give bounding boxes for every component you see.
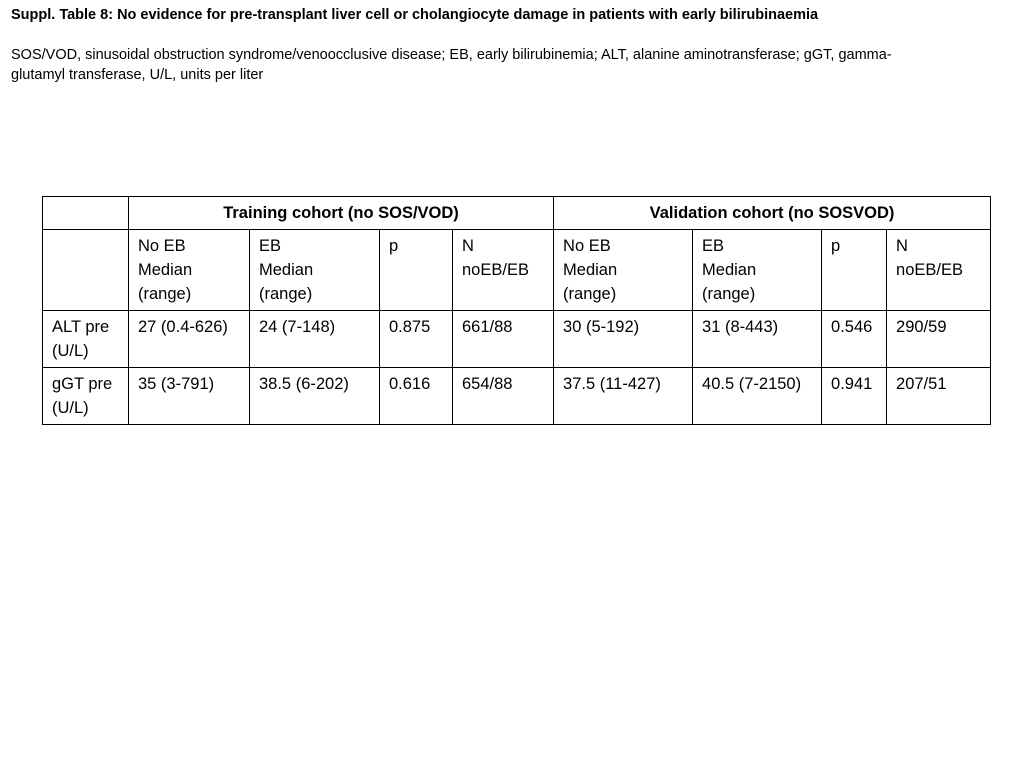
row-label-line: (U/L)	[52, 399, 89, 417]
table-cell: 290/59	[887, 311, 991, 368]
header-line: N	[896, 237, 908, 255]
subheader-row	[43, 230, 991, 311]
table-cell: 207/51	[887, 368, 991, 425]
header-line: (range)	[138, 285, 192, 303]
validation-p-header	[822, 230, 887, 311]
abbreviations-caption	[11, 45, 1011, 85]
group-header-row	[43, 197, 991, 230]
row-label-ggt	[43, 368, 129, 425]
header-line: Median	[702, 261, 757, 279]
table-cell: 0.875	[380, 311, 453, 368]
results-table	[42, 196, 991, 425]
validation-cohort-header: Validation cohort (no SOSVOD)	[554, 197, 991, 230]
table-cell: 0.941	[822, 368, 887, 425]
validation-noeb-median-header	[554, 230, 693, 311]
table-cell: 27 (0.4-626)	[129, 311, 250, 368]
header-line: (range)	[563, 285, 617, 303]
training-eb-median-header	[250, 230, 380, 311]
validation-n-header	[887, 230, 991, 311]
table-cell: 24 (7-148)	[250, 311, 380, 368]
table-row	[43, 311, 991, 368]
header-line: Median	[138, 261, 193, 279]
table-cell: 37.5 (11-427)	[554, 368, 693, 425]
header-line: (range)	[259, 285, 313, 303]
row-label-alt	[43, 311, 129, 368]
validation-eb-median-header	[693, 230, 822, 311]
caption-line: SOS/VOD, sinusoidal obstruction syndrome/venoocclusive disease; EB, early bilirubinemia; ALT, alanine aminotransferase; gGT, gamma-	[11, 47, 892, 63]
header-line: N	[462, 237, 474, 255]
header-line: (range)	[702, 285, 756, 303]
caption-line: glutamyl transferase, U/L, units per liter	[11, 67, 264, 83]
header-line: No EB	[563, 237, 611, 255]
table-cell: 40.5 (7-2150)	[693, 368, 822, 425]
row-label-line: (U/L)	[52, 342, 89, 360]
table-cell: 38.5 (6-202)	[250, 368, 380, 425]
training-cohort-header: Training cohort (no SOS/VOD)	[129, 197, 554, 230]
table-cell: 661/88	[453, 311, 554, 368]
header-line: Median	[259, 261, 314, 279]
table-cell: 31 (8-443)	[693, 311, 822, 368]
header-line: EB	[702, 237, 725, 255]
header-line: EB	[259, 237, 282, 255]
header-line: p	[831, 237, 841, 255]
header-line: p	[389, 237, 399, 255]
table-cell: 0.616	[380, 368, 453, 425]
table-cell: 0.546	[822, 311, 887, 368]
header-line: noEB/EB	[462, 261, 529, 279]
table-cell: 35 (3-791)	[129, 368, 250, 425]
empty-label-cell	[43, 230, 129, 311]
table-cell: 30 (5-192)	[554, 311, 693, 368]
header-line: Median	[563, 261, 618, 279]
header-line: No EB	[138, 237, 186, 255]
training-p-header	[380, 230, 453, 311]
training-noeb-median-header	[129, 230, 250, 311]
page-title: Suppl. Table 8: No evidence for pre-transplant liver cell or cholangiocyte damage in patients with early bilirubinaemia	[11, 7, 819, 23]
empty-corner-cell	[43, 197, 129, 230]
training-n-header	[453, 230, 554, 311]
table-cell: 654/88	[453, 368, 554, 425]
table-row	[43, 368, 991, 425]
row-label-line: ALT pre	[52, 318, 110, 336]
header-line: noEB/EB	[896, 261, 963, 279]
row-label-line: gGT pre	[52, 375, 113, 393]
